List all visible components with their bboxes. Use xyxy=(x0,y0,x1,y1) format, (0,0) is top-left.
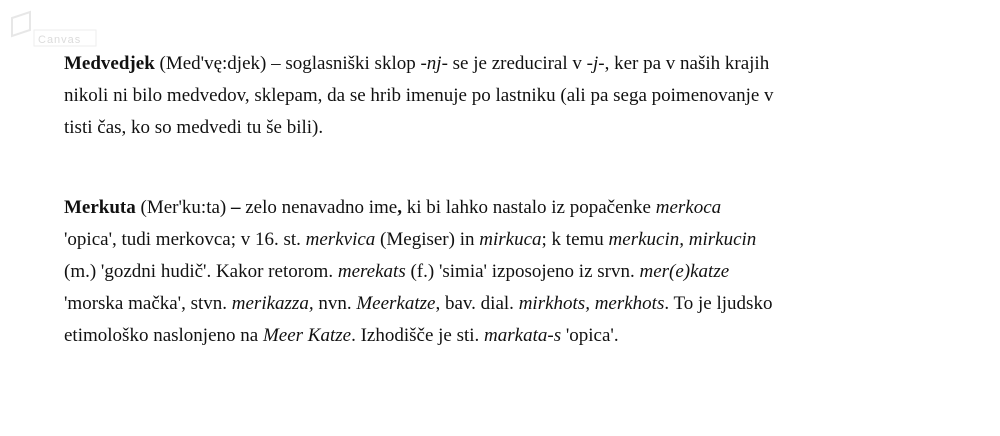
italic-text: -j- xyxy=(586,53,605,74)
bold-text: , xyxy=(397,197,402,218)
bold-text: Medvedjek xyxy=(64,53,155,74)
text-line xyxy=(64,288,944,320)
text-run: 'opica', tudi merkovca; v 16. st. xyxy=(64,229,306,250)
text-run: . To je ljudsko xyxy=(664,293,773,314)
italic-text: -nj- xyxy=(420,53,448,74)
bold-text: – xyxy=(231,197,241,218)
italic-text: merkvica xyxy=(305,229,376,250)
entry-paragraph xyxy=(64,48,944,144)
text-run: zelo nenavadno ime xyxy=(240,197,398,218)
text-run: , bav. dial. xyxy=(435,293,519,314)
italic-text: merikazza, xyxy=(231,293,314,314)
text-run: nikoli ni bilo medvedov, sklepam, da se hrib imenuje po lastniku (ali pa sega poimenovanje v xyxy=(64,85,774,106)
text-line xyxy=(64,192,944,224)
italic-text: merekats xyxy=(337,261,406,282)
text-run: (Megiser) in xyxy=(375,229,480,250)
text-run: (Mer'ku:ta) xyxy=(135,197,231,218)
entry-paragraph xyxy=(64,192,944,352)
text-run: nvn. xyxy=(313,293,357,314)
text-line xyxy=(64,320,944,352)
watermark-logo xyxy=(4,6,124,50)
text-line xyxy=(64,48,944,80)
italic-text: markata-s xyxy=(484,325,562,346)
italic-text: merkucin, mirkucin xyxy=(608,229,757,250)
text-run: (m.) 'gozdni hudič'. Kakor retorom. xyxy=(64,261,338,282)
text-line xyxy=(64,224,944,256)
italic-text: Meer Katze xyxy=(262,325,352,346)
watermark-text: Canvas xyxy=(38,34,82,46)
text-run: ; k temu xyxy=(541,229,609,250)
text-run: ki bi lahko nastalo iz popačenke xyxy=(401,197,656,218)
italic-text: mirkhots, merkhots xyxy=(518,293,665,314)
text-run: (f.) 'simia' izposojeno iz srvn. xyxy=(405,261,640,282)
italic-text: Meerkatze xyxy=(356,293,436,314)
document-body xyxy=(64,48,944,352)
text-run: , ker pa v naših krajih xyxy=(604,53,770,74)
text-run: etimološko naslonjeno na xyxy=(64,325,263,346)
bold-text: Merkuta xyxy=(64,197,136,218)
italic-text: mirkuca xyxy=(479,229,542,250)
text-run: se je zreduciral v xyxy=(447,53,587,74)
text-line xyxy=(64,256,944,288)
text-run: 'morska mačka', stvn. xyxy=(64,293,232,314)
text-run: (Med'vę:djek) – soglasniški sklop xyxy=(154,53,421,74)
text-run: 'opica'. xyxy=(561,325,619,346)
text-run: . Izhodišče je sti. xyxy=(351,325,485,346)
text-line xyxy=(64,112,944,144)
text-line xyxy=(64,80,944,112)
italic-text: mer(e)katze xyxy=(639,261,730,282)
text-run: tisti čas, ko so medvedi tu še bili). xyxy=(64,117,324,138)
italic-text: merkoca xyxy=(655,197,722,218)
